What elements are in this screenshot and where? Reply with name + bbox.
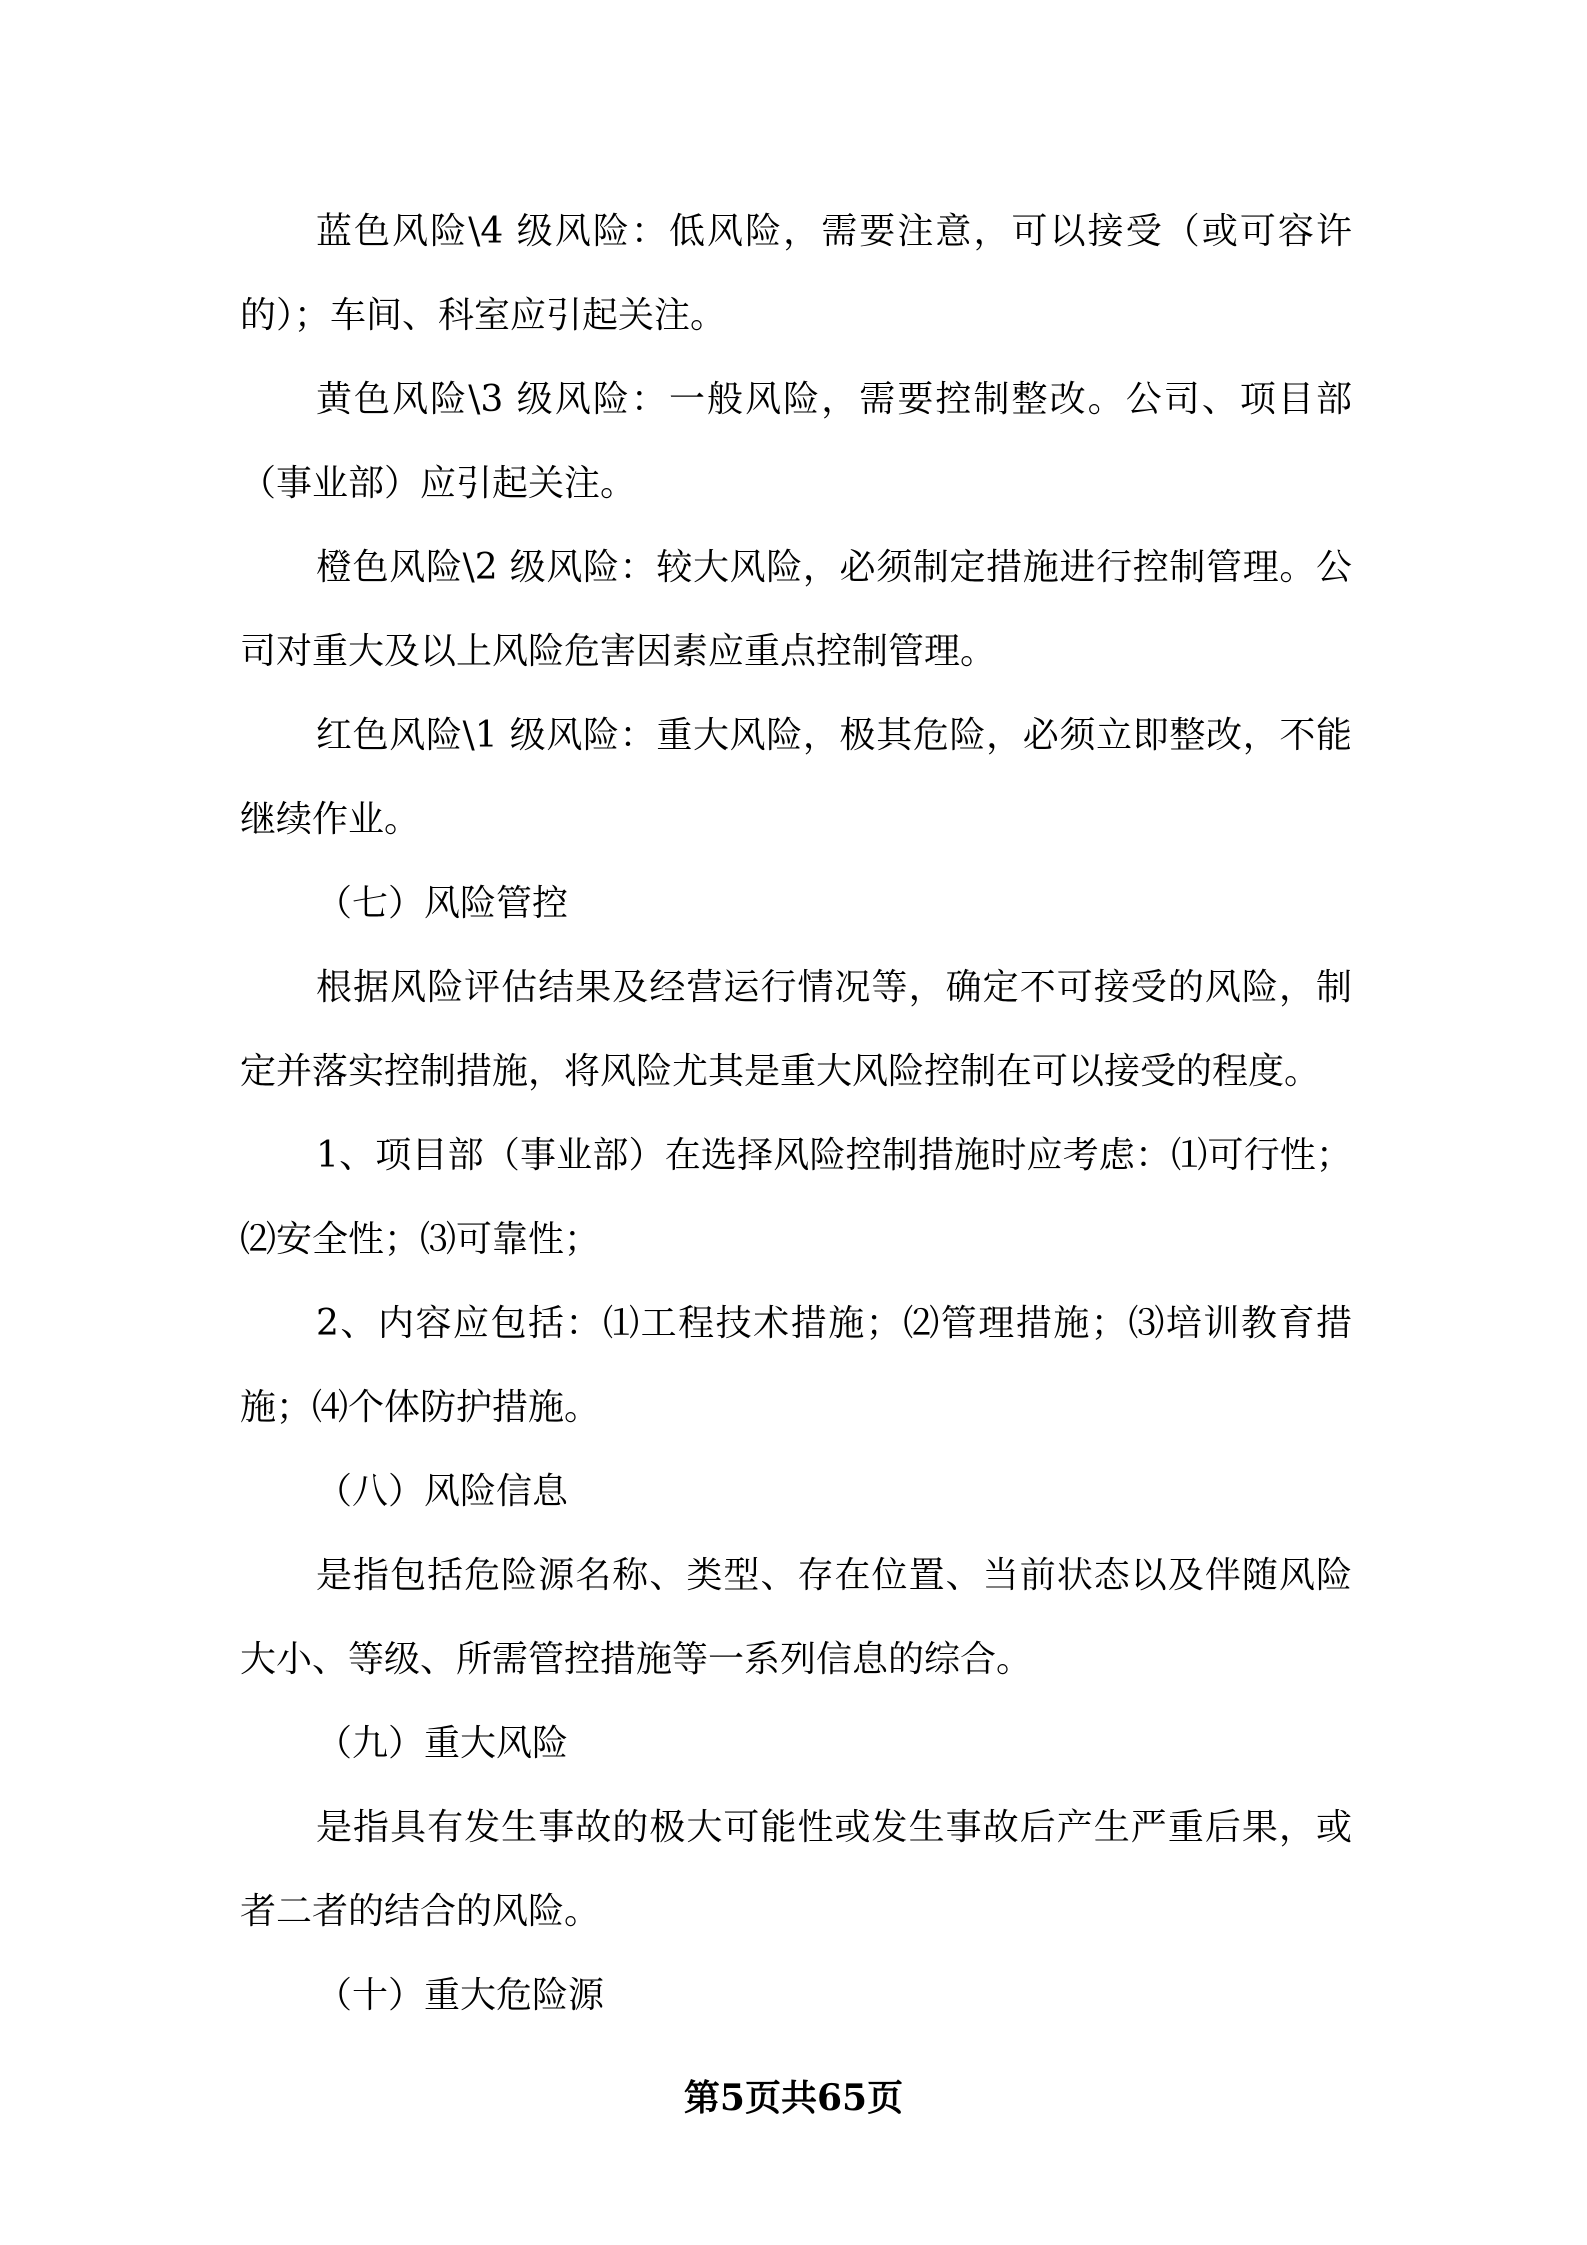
page-number-footer: 第5页共65页: [683, 2077, 904, 2119]
document-body: [240, 190, 1352, 2038]
paragraph-red-risk: 红色风险\1 级风险：重大风险，极其危险，必须立即整改，不能继续作业。: [240, 715, 1352, 840]
paragraph-risk-control-intro: 根据风险评估结果及经营运行情况等，确定不可接受的风险，制定并落实控制措施，将风险尤其是重大风险控制在可以接受的程度。: [240, 967, 1352, 1092]
section-heading-risk-control: （七）风险管控: [316, 883, 569, 924]
paragraph-control-considerations: 1、项目部（事业部）在选择风险控制措施时应考虑：⑴可行性；⑵安全性；⑶可靠性；: [240, 1135, 1352, 1260]
paragraph-risk-information: 是指包括危险源名称、类型、存在位置、当前状态以及伴随风险大小、等级、所需管控措施等一系列信息的综合。: [240, 1555, 1352, 1680]
paragraph-blue-risk: 蓝色风险\4 级风险：低风险，需要注意，可以接受（或可容许的）；车间、科室应引起关注。: [240, 211, 1352, 336]
paragraph-major-risk: 是指具有发生事故的极大可能性或发生事故后产生严重后果，或者二者的结合的风险。: [240, 1807, 1352, 1932]
section-heading-major-hazard: （十）重大危险源: [316, 1975, 605, 2016]
paragraph-control-contents: 2、内容应包括：⑴工程技术措施；⑵管理措施；⑶培训教育措施；⑷个体防护措施。: [240, 1303, 1352, 1428]
section-heading-major-risk: （九）重大风险: [316, 1723, 569, 1764]
paragraph-yellow-risk: 黄色风险\3 级风险：一般风险，需要控制整改。公司、项目部（事业部）应引起关注。: [240, 379, 1352, 504]
paragraph-orange-risk: 橙色风险\2 级风险：较大风险，必须制定措施进行控制管理。公司对重大及以上风险危害因素应重点控制管理。: [240, 547, 1352, 672]
section-heading-risk-information: （八）风险信息: [316, 1471, 569, 1512]
